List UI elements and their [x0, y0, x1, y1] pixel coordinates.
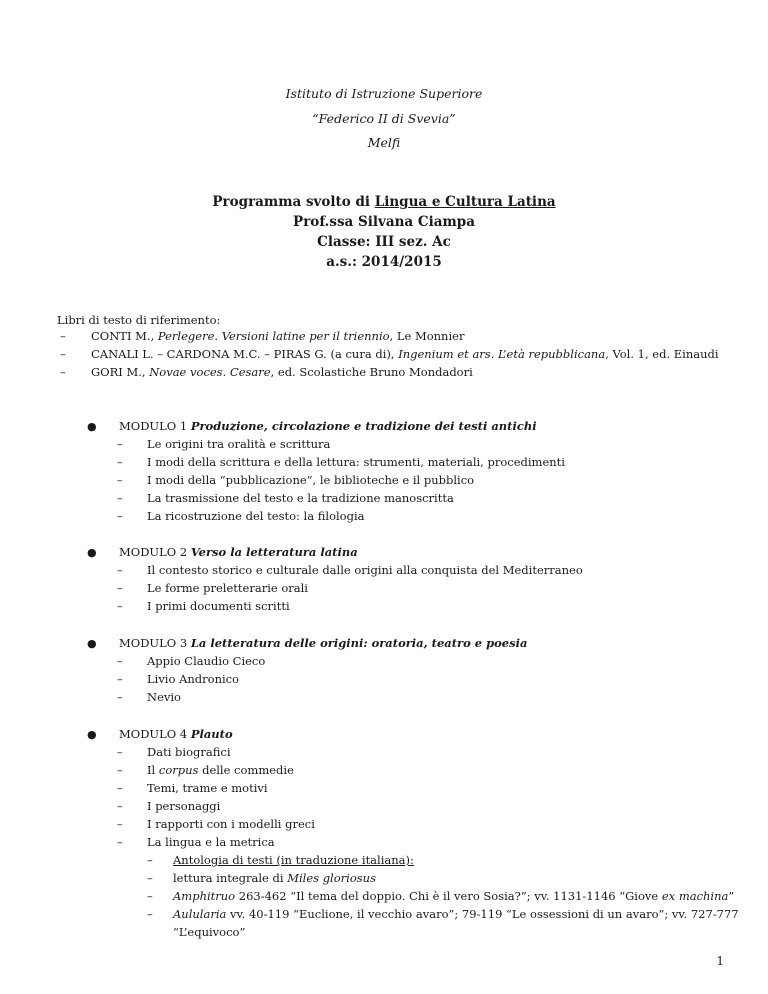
list-item: I modi della “pubblicazione”, le biblioteche e il pubblico — [147, 473, 475, 487]
list-item: I modi della scrittura e della lettura: strumenti, materiali, procedimenti — [147, 455, 565, 469]
list-item: I primi documenti scritti — [147, 599, 290, 613]
bullet-icon: ● — [87, 637, 97, 650]
module-4-heading: MODULO 4 Plauto — [119, 727, 233, 741]
list-item: Aulularia vv. 40-119 “Euclione, il vecchio avaro”; 79-119 “Le ossessioni di un avaro”; vv. 727-777 — [173, 907, 739, 921]
book-item: CONTI M., Perlegere. Versioni latine per il triennio, Le Monnier — [91, 329, 465, 343]
list-item: Il contesto storico e culturale dalle origini alla conquista del Mediterraneo — [147, 563, 583, 577]
dash-marker: – — [60, 329, 66, 343]
dash-marker: – — [60, 365, 66, 379]
school-name: “Federico II di Svevia” — [312, 111, 456, 126]
page-number: 1 — [716, 954, 724, 968]
list-item: Le forme preletterarie orali — [147, 581, 308, 595]
list-item: Amphitruo 263-462 “Il tema del doppio. Chi è il vero Sosia?”; vv. 1131-1146 “Giove ex machina” — [173, 889, 735, 903]
class-label: Classe: III sez. Ac — [317, 234, 451, 250]
bullet-icon: ● — [87, 420, 97, 433]
list-item: Le origini tra oralità e scrittura — [147, 437, 331, 451]
anthology-heading: Antologia di testi (in traduzione italiana): — [173, 853, 414, 867]
list-item-continuation: “L’equivoco” — [173, 925, 246, 939]
program-subject: Lingua e Cultura Latina — [374, 194, 556, 210]
list-item: Temi, trame e motivi — [147, 781, 268, 795]
program-title-prefix: Programma svolto di — [212, 194, 375, 210]
dash-marker: – — [60, 347, 66, 361]
list-item: Livio Andronico — [147, 672, 240, 686]
list-item: I rapporti con i modelli greci — [147, 817, 315, 831]
list-item: La lingua e la metrica — [147, 835, 275, 849]
list-item: La trasmissione del testo e la tradizione manoscritta — [147, 491, 454, 505]
bullet-icon: ● — [87, 546, 97, 559]
list-item: I personaggi — [147, 799, 221, 813]
module-2-heading: MODULO 2 Verso la letteratura latina — [119, 545, 358, 559]
school-heading: Istituto di Istruzione Superiore — [285, 86, 483, 101]
book-item: CANALI L. – CARDONA M.C. – PIRAS G. (a cura di), Ingenium et ars. L’età repubblicana, Vol. 1, ed. Einaudi — [91, 347, 719, 361]
document-page: Istituto di Istruzione Superiore “Federico II di Svevia” Melfi Programma svolto di Lingua e Cultura Latina Prof.ssa Silvana Ciampa Classe: III sez. Ac a.s.: 2014/2015 Libri di testo di riferimento: – CONTI M., Perlegere. Versioni latine per il triennio, Le Monnier – CANALI L. – CARDONA M.C. – PIRAS G. (a cura di), Ingenium et ars. L’età repubblicana, Vol. 1, ed. Einaudi – GORI M., Novae voces. Cesare, ed. Scolastiche Bruno Mondadori ● MODULO 1 Produzione, circolazione e tradizione dei testi antichi – Le origini tra oralità e scrittura – I modi della scrittura e della lettura: strumenti, materiali, procedimenti – I modi della “pubblicazione”, le biblioteche e il pubblico – La trasmissione del testo e la tradizione manoscritta – La ricostruzione del testo: la filologia ● MODULO 2 Verso la letteratura latina – Il contesto storico e culturale dalle origini alla conquista del Mediterraneo – Le forme preletterarie orali – I primi documenti scritti ● MODULO 3 La letteratura delle origini: oratoria, teatro e poesia – Appio Claudio Cieco – Livio Andronico – Nevio ● MODULO 4 Plauto – Dati biografici – Il corpus delle commedie – Temi, trame e motivi – I personaggi – I rapporti con i modelli greci – La lingua e la metrica – Antologia di testi (in traduzione italiana): – lettura integrale di Miles gloriosus – Amphitruo 263-462 “Il tema del doppio. Chi è il vero Sosia?”; vv. 1131-1146 “Giove ex machina” – Aulularia vv. 40-119 “Euclione, il vecchio avaro”; 79-119 “Le ossessioni di un avaro”; vv. 727-777 “L’equivoco” 1 — [0, 0, 768, 994]
books-label: Libri di testo di riferimento: — [57, 313, 221, 327]
list-item: Il corpus delle commedie — [147, 763, 294, 777]
teacher-name: Prof.ssa Silvana Ciampa — [293, 214, 475, 230]
module-1-heading: MODULO 1 Produzione, circolazione e tradizione dei testi antichi — [119, 419, 537, 433]
list-item: Appio Claudio Cieco — [147, 654, 266, 668]
book-item: GORI M., Novae voces. Cesare, ed. Scolastiche Bruno Mondadori — [91, 365, 473, 379]
program-title — [0, 194, 768, 210]
school-city: Melfi — [367, 135, 401, 150]
list-item: La ricostruzione del testo: la filologia — [147, 509, 365, 523]
list-item: Dati biografici — [147, 745, 231, 759]
module-3-heading: MODULO 3 La letteratura delle origini: oratoria, teatro e poesia — [119, 636, 528, 650]
bullet-icon: ● — [87, 728, 97, 741]
school-year: a.s.: 2014/2015 — [326, 254, 442, 270]
list-item: Nevio — [147, 690, 181, 704]
list-item: lettura integrale di Miles gloriosus — [173, 871, 376, 885]
